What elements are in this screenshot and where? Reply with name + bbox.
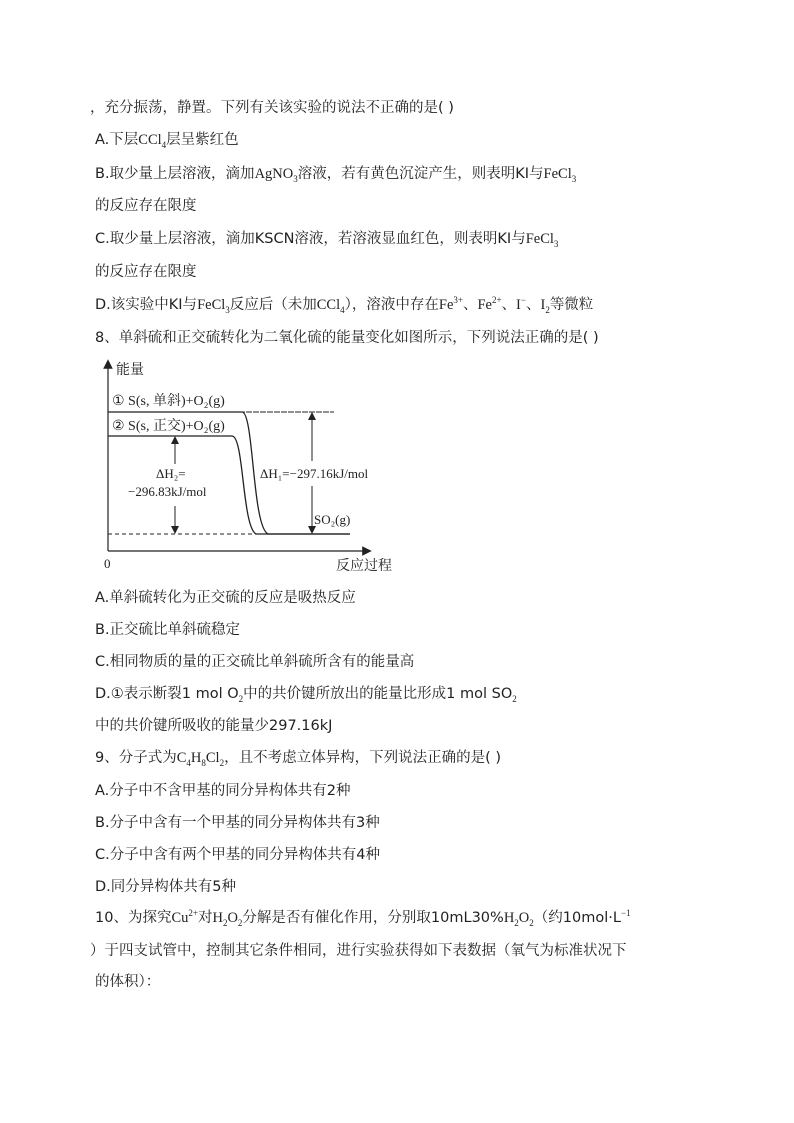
q10-stem: 10、为探究$Cu^{2+}$对$H_2O_2$分解是否有催化作用，分别取$10mL30\%H_2O_2$（约$10mol\cdot L^{-1}$ — [95, 908, 631, 928]
q7-option-d: D.该实验中KI与FeCl$_3$反应后（未加CCl$_4$），溶液中存在$Fe^{3+}$、$Fe^{2+}$、I−、$I_2$等微粒 — [95, 295, 594, 315]
q9-option-d: D.同分异构体共有5种 — [95, 879, 236, 895]
x-axis-label: 反应过程 — [336, 558, 392, 574]
q10-stem-cont2: 的体积）： — [95, 974, 161, 990]
product-label: SO₂(g) — [314, 512, 351, 527]
q8-option-c: C.相同物质的量的正交硫比单斜硫所含有的能量高 — [95, 654, 415, 670]
q9-option-a: A.分子中不含甲基的同分异构体共有2种 — [95, 783, 351, 799]
dh2-label: ΔH₂= — [156, 466, 186, 481]
q8-option-b: B.正交硫比单斜硫稳定 — [95, 622, 241, 638]
curve1-label: ① S(s, 单斜)+O₂(g) — [112, 394, 225, 409]
q7-option-b-cont: 的反应存在限度 — [95, 198, 197, 214]
origin-label: 0 — [104, 556, 111, 571]
q7-option-a: A.下层CCl$_4$层呈紫红色 — [95, 132, 239, 150]
dh1-label: ΔH₁=−297.16kJ/mol — [260, 466, 369, 481]
q7-option-c-cont: 的反应存在限度 — [95, 264, 197, 280]
q8-option-a: A.单斜硫转化为正交硫的反应是吸热反应 — [95, 590, 356, 606]
energy-diagram-svg — [92, 356, 412, 578]
q9-stem: 9、分子式为$C_4H_8Cl_2$，且不考虑立体异构，下列说法正确的是( ) — [95, 750, 502, 768]
q9-option-b: B.分子中含有一个甲基的同分异构体共有3种 — [95, 815, 380, 831]
dh2-value: −296.83kJ/mol — [128, 484, 207, 499]
curve2-label: ② S(s, 正交)+O₂(g) — [112, 419, 225, 434]
q8-stem: 8、单斜硫和正交硫转化为二氧化硫的能量变化如图所示，下列说法正确的是( ) — [95, 330, 599, 346]
q7-option-c: C.取少量上层溶液，滴加KSCN溶液，若溶液显血红色，则表明KI与FeCl$_3$ — [95, 231, 559, 249]
energy-diagram — [92, 356, 412, 578]
q8-option-d-cont: 中的共价键所吸收的能量少297.16kJ — [95, 718, 333, 734]
y-axis-label: 能量 — [116, 362, 144, 378]
q10-stem-cont: ）于四支试管中，控制其它条件相同，进行实验获得如下表数据（氧气为标准状况下 — [90, 943, 627, 959]
q9-option-c: C.分子中含有两个甲基的同分异构体共有4种 — [95, 847, 380, 863]
q7-stem-tail: ，充分振荡，静置。下列有关该实验的说法不正确的是( ) — [90, 100, 454, 116]
q7-option-b: B.取少量上层溶液，滴加AgNO$_3$溶液，若有黄色沉淀产生，则表明KI与FeCl$_3$ — [95, 166, 577, 184]
q8-option-d: D.①表示断裂1 mol $O_2$中的共价键所放出的能量比形成1 mol $SO_2$ — [95, 686, 517, 704]
